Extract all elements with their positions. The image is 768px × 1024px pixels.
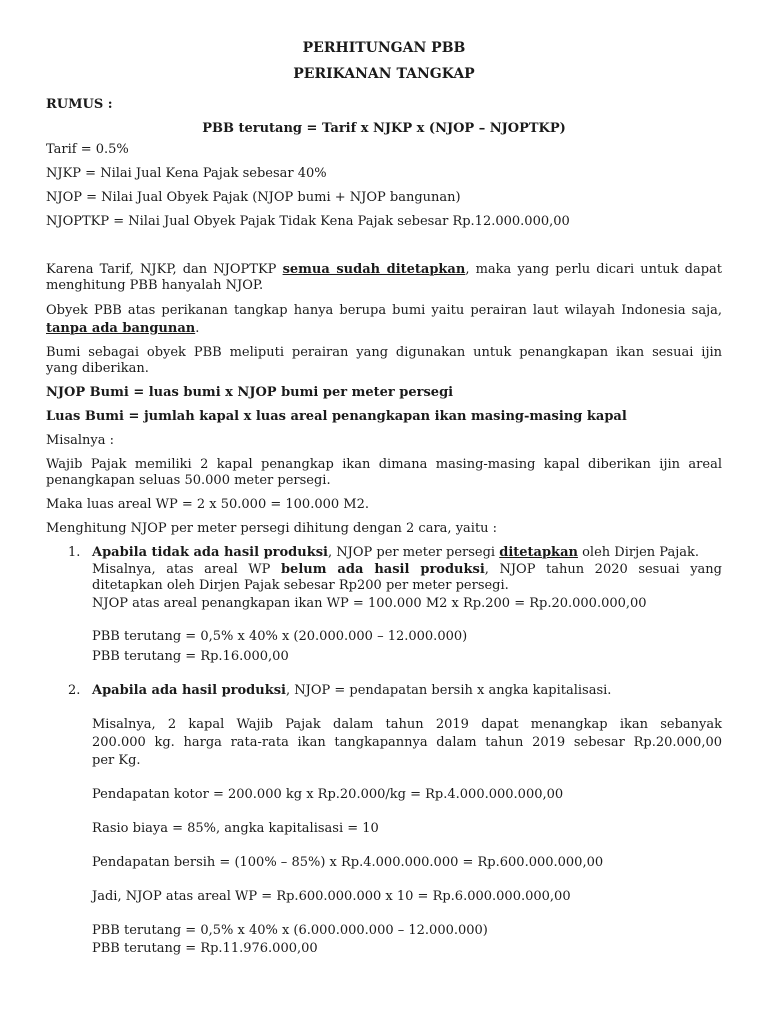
- paragraph-obyek-line-2: tanpa ada bangunan.: [46, 321, 200, 336]
- item2-example-line-2: 200.000 kg. harga rata-rata ikan tangkapannya dalam tahun 2019 sebesar Rp.20.000,00: [92, 735, 722, 750]
- luas-areal-line: Maka luas areal WP = 2 x 50.000 = 100.000 M2.: [46, 497, 369, 512]
- rumus-label: RUMUS :: [46, 97, 113, 112]
- item2-heading: Apabila ada hasil produksi: [92, 683, 286, 698]
- item2-pbb-result: PBB terutang = Rp.11.976.000,00: [92, 941, 318, 956]
- rasio-biaya: Rasio biaya = 85%, angka kapitalisasi = 10: [92, 821, 379, 836]
- njop-areal: Jadi, NJOP atas areal WP = Rp.600.000.000 x 10 = Rp.6.000.000.000,00: [92, 889, 571, 904]
- pendapatan-bersih: Pendapatan bersih = (100% – 85%) x Rp.4.000.000.000 = Rp.600.000.000,00: [92, 855, 604, 870]
- item1-pbb-formula: PBB terutang = 0,5% x 40% x (20.000.000 – 12.000.000): [92, 629, 468, 644]
- pendapatan-kotor: Pendapatan kotor = 200.000 kg x Rp.20.000/kg = Rp.4.000.000.000,00: [92, 787, 564, 802]
- def-tarif: Tarif = 0.5%: [46, 142, 129, 157]
- item2-example-line-3: per Kg.: [92, 753, 141, 768]
- formula-njop-bumi: NJOP Bumi = luas bumi x NJOP bumi per meter persegi: [46, 385, 454, 400]
- paragraph-bumi-line-1: Bumi sebagai obyek PBB meliputi perairan yang digunakan untuk penangkapan ikan sesuai ijin: [46, 345, 722, 360]
- list-number-1: 1.: [68, 545, 81, 560]
- emphasis-ditetapkan: ditetapkan: [499, 545, 578, 560]
- title-line-2: PERIKANAN TANGKAP: [293, 66, 475, 82]
- item2-example-line-1: Misalnya, 2 kapal Wajib Pajak dalam tahun 2019 dapat menangkap ikan sebanyak: [92, 717, 722, 732]
- def-njoptkp: NJOPTKP = Nilai Jual Obyek Pajak Tidak Kena Pajak sebesar Rp.12.000.000,00: [46, 214, 570, 229]
- item1-pbb-result: PBB terutang = Rp.16.000,00: [92, 649, 289, 664]
- formula-luas-bumi: Luas Bumi = jumlah kapal x luas areal penangkapan ikan masing-masing kapal: [46, 409, 627, 424]
- def-njkp: NJKP = Nilai Jual Kena Pajak sebesar 40%: [46, 166, 327, 181]
- emphasis-tanpa-ada-bangunan: tanpa ada bangunan: [46, 321, 196, 336]
- paragraph-karena-line-1: Karena Tarif, NJKP, dan NJOPTKP semua sudah ditetapkan, maka yang perlu dicari untuk dapat: [46, 262, 723, 277]
- paragraph-wajib-pajak-line-2: penangkapan seluas 50.000 meter persegi.: [46, 473, 331, 488]
- item1-line-2: Misalnya, atas areal WP belum ada hasil produksi, NJOP tahun 2020 sesuai yang: [92, 562, 722, 577]
- item2-line-1: Apabila ada hasil produksi, NJOP = pendapatan bersih x angka kapitalisasi.: [92, 683, 612, 698]
- item1-line-1: Apabila tidak ada hasil produksi, NJOP per meter persegi ditetapkan oleh Dirjen Pajak.: [92, 545, 699, 560]
- paragraph-obyek-line-1: Obyek PBB atas perikanan tangkap hanya berupa bumi yaitu perairan laut wilayah Indonesia saja,: [46, 303, 722, 318]
- paragraph-wajib-pajak-line-1: Wajib Pajak memiliki 2 kapal penangkap ikan dimana masing-masing kapal diberikan ijin areal: [46, 457, 722, 472]
- paragraph-bumi-line-2: yang diberikan.: [46, 361, 149, 376]
- formula: PBB terutang = Tarif x NJKP x (NJOP – NJOPTKP): [202, 121, 566, 136]
- item2-pbb-formula: PBB terutang = 0,5% x 40% x (6.000.000.000 – 12.000.000): [92, 923, 488, 938]
- def-njop: NJOP = Nilai Jual Obyek Pajak (NJOP bumi + NJOP bangunan): [46, 190, 461, 205]
- title-line-1: PERHITUNGAN PBB: [302, 40, 466, 56]
- item1-line-3: ditetapkan oleh Dirjen Pajak sebesar Rp200 per meter persegi.: [92, 578, 509, 593]
- paragraph-karena-line-2: menghitung PBB hanyalah NJOP.: [46, 278, 264, 293]
- emphasis-semua-sudah-ditetapkan: semua sudah ditetapkan: [282, 262, 466, 277]
- list-number-2: 2.: [68, 683, 81, 698]
- misalnya-label: Misalnya :: [46, 433, 115, 448]
- item1-njop-calc: NJOP atas areal penangkapan ikan WP = 100.000 M2 x Rp.200 = Rp.20.000.000,00: [92, 596, 647, 611]
- emphasis-belum-ada-hasil-produksi: belum ada hasil produksi: [280, 562, 485, 577]
- item1-heading: Apabila tidak ada hasil produksi: [92, 545, 328, 560]
- cara-intro: Menghitung NJOP per meter persegi dihitung dengan 2 cara, yaitu :: [46, 521, 498, 536]
